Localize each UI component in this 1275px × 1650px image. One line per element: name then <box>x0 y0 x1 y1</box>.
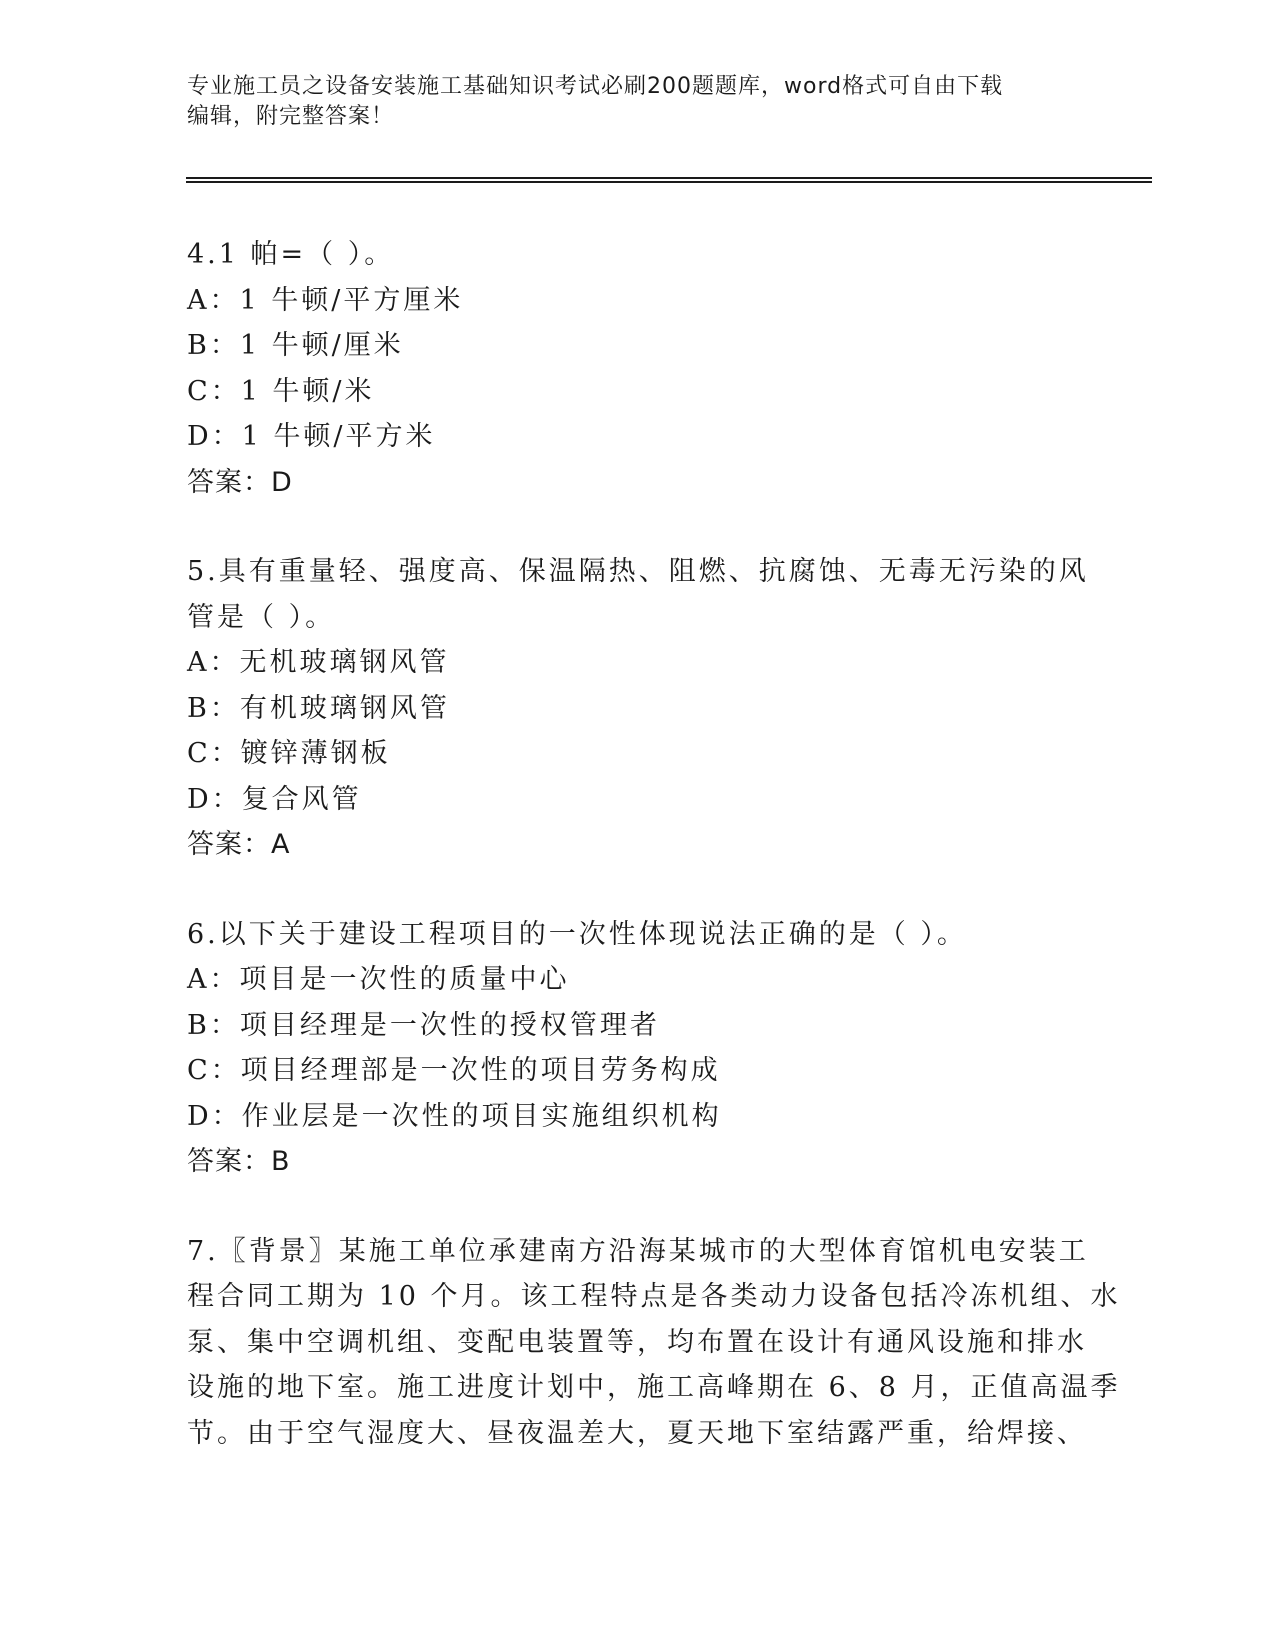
question-4 <box>187 232 1087 505</box>
question-stem-line: 泵、集中空调机组、变配电装置等，均布置在设计有通风设施和排水 <box>187 1326 1087 1358</box>
option-d: D：作业层是一次性的项目实施组织机构 <box>187 1100 722 1132</box>
question-list <box>187 232 1121 1500</box>
question-stem: 6.以下关于建设工程项目的一次性体现说法正确的是（ ）。 <box>187 918 967 950</box>
option-c: C：镀锌薄钢板 <box>187 738 391 769</box>
question-5 <box>187 549 1087 868</box>
question-stem-line: 管是（ ）。 <box>187 601 336 633</box>
option-d: D：复合风管 <box>187 783 362 815</box>
question-stem: 4.1 帕=（ ）。 <box>187 239 395 270</box>
option-a: A：1 牛顿/平方厘米 <box>187 284 464 316</box>
question-stem-line: 设施的地下室。施工进度计划中，施工高峰期在 6、8 月，正值高温季 <box>187 1372 1121 1403</box>
option-d: D：1 牛顿/平方米 <box>187 421 436 452</box>
question-stem-line: 7.〖背景〗某施工单位承建南方沿海某城市的大型体育馆机电安装工 <box>187 1235 1089 1267</box>
answer-line: 答案：A <box>187 829 291 860</box>
header-title-line-2: 编辑，附完整答案！ <box>187 104 395 129</box>
option-a: A：项目是一次性的质量中心 <box>187 964 570 995</box>
question-stem-line: 节。由于空气湿度大、昼夜温差大，夏天地下室结露严重，给焊接、 <box>187 1417 1087 1449</box>
question-6 <box>187 912 1087 1185</box>
question-7 <box>187 1229 1121 1457</box>
option-b: B：1 牛顿/厘米 <box>187 330 404 361</box>
question-stem-line: 5.具有重量轻、强度高、保温隔热、阻燃、抗腐蚀、无毒无污染的风 <box>187 556 1089 587</box>
question-stem-line: 程合同工期为 10 个月。该工程特点是各类动力设备包括冷冻机组、水 <box>187 1281 1121 1312</box>
document-header <box>187 72 1067 132</box>
header-divider <box>186 177 1152 183</box>
option-c: C：项目经理部是一次性的项目劳务构成 <box>187 1055 721 1086</box>
option-c: C：1 牛顿/米 <box>187 375 375 407</box>
option-b: B：项目经理是一次性的授权管理者 <box>187 1009 660 1041</box>
answer-line: 答案：B <box>187 1146 291 1177</box>
option-b: B：有机玻璃钢风管 <box>187 692 450 724</box>
option-a: A：无机玻璃钢风管 <box>187 647 450 678</box>
answer-line: 答案：D <box>187 466 293 498</box>
header-title-line-1: 专业施工员之设备安装施工基础知识考试必刷200题题库，word格式可自由下载 <box>187 74 1004 99</box>
